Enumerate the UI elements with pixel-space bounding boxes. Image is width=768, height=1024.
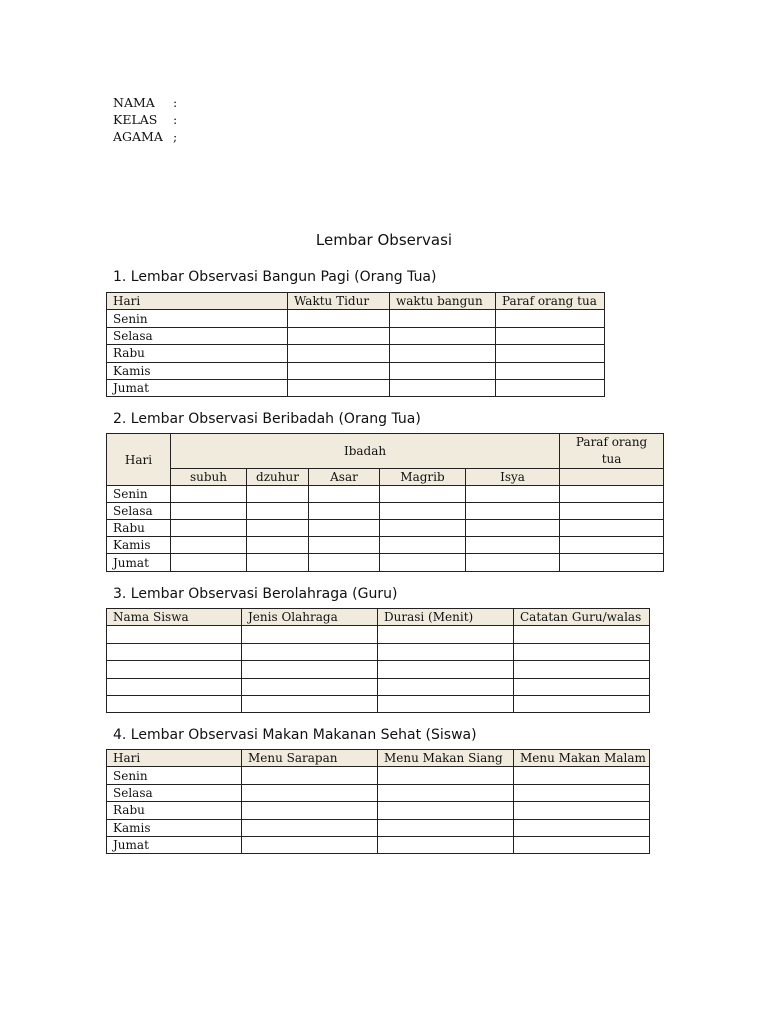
identity-separator: ;: [173, 129, 178, 144]
fill-cell[interactable]: [514, 819, 650, 836]
table-row: [107, 643, 650, 660]
column-header: Menu Sarapan: [242, 750, 378, 767]
fill-cell[interactable]: [378, 678, 514, 695]
table-berolahraga: [106, 608, 650, 713]
column-header: Jenis Olahraga: [242, 609, 378, 626]
fill-cell[interactable]: [242, 819, 378, 836]
table-bangun-pagi: [106, 292, 605, 397]
prayer-header: subuh: [171, 469, 247, 486]
fill-cell[interactable]: [378, 767, 514, 784]
prayer-header: dzuhur: [247, 469, 309, 486]
column-header: Hari: [107, 293, 288, 310]
table-header-row: [107, 609, 650, 626]
identity-label: AGAMA: [113, 129, 163, 144]
student-identity: [113, 94, 183, 145]
fill-cell[interactable]: [171, 554, 247, 571]
section-2-heading: 2. Lembar Observasi Beribadah (Orang Tua): [113, 411, 421, 427]
fill-cell[interactable]: [466, 520, 560, 537]
fill-cell[interactable]: [288, 327, 390, 344]
fill-cell[interactable]: [242, 661, 378, 678]
day-cell: Selasa: [107, 784, 242, 801]
table-row: [107, 661, 650, 678]
day-cell: Senin: [107, 767, 242, 784]
fill-cell[interactable]: [514, 802, 650, 819]
fill-cell[interactable]: [242, 836, 378, 853]
fill-cell[interactable]: [390, 345, 496, 362]
table-row: [107, 819, 650, 836]
fill-cell[interactable]: [560, 554, 664, 571]
fill-cell[interactable]: [380, 503, 466, 520]
identity-label: NAMA: [113, 95, 155, 110]
fill-cell[interactable]: [496, 379, 605, 396]
fill-cell[interactable]: [378, 836, 514, 853]
fill-cell[interactable]: [496, 310, 605, 327]
fill-cell[interactable]: [380, 537, 466, 554]
table-subheader-row: [107, 469, 664, 486]
table-beribadah: [106, 433, 664, 572]
column-header: Menu Makan Malam: [514, 750, 650, 767]
fill-cell[interactable]: [107, 661, 242, 678]
day-cell: Jumat: [107, 554, 171, 571]
fill-cell[interactable]: [514, 767, 650, 784]
day-cell: Kamis: [107, 537, 171, 554]
column-header: Nama Siswa: [107, 609, 242, 626]
table-row: [107, 554, 664, 571]
fill-cell[interactable]: [309, 486, 380, 503]
fill-cell[interactable]: [242, 784, 378, 801]
column-header: Menu Makan Siang: [378, 750, 514, 767]
prayer-header: Isya: [466, 469, 560, 486]
fill-cell[interactable]: [514, 678, 650, 695]
column-header: Catatan Guru/walas: [514, 609, 650, 626]
day-cell: Jumat: [107, 836, 242, 853]
identity-row-agama: [113, 128, 183, 145]
fill-cell[interactable]: [378, 695, 514, 712]
fill-cell[interactable]: [380, 520, 466, 537]
table-row: [107, 767, 650, 784]
table-row: [107, 695, 650, 712]
fill-cell[interactable]: [242, 643, 378, 660]
fill-cell[interactable]: [242, 695, 378, 712]
table-row: [107, 327, 605, 344]
table-row: [107, 802, 650, 819]
table-row: [107, 537, 664, 554]
day-cell: Kamis: [107, 362, 288, 379]
fill-cell[interactable]: [107, 626, 242, 643]
day-cell: Selasa: [107, 327, 288, 344]
fill-cell[interactable]: [466, 537, 560, 554]
fill-cell[interactable]: [242, 678, 378, 695]
table-row: [107, 379, 605, 396]
day-cell: Jumat: [107, 379, 288, 396]
table-row: [107, 486, 664, 503]
table-row: [107, 310, 605, 327]
fill-cell[interactable]: [514, 643, 650, 660]
fill-cell[interactable]: [496, 362, 605, 379]
fill-cell[interactable]: [466, 486, 560, 503]
prayer-header: Magrib: [380, 469, 466, 486]
fill-cell[interactable]: [242, 802, 378, 819]
fill-cell[interactable]: [171, 520, 247, 537]
table-row: [107, 678, 650, 695]
fill-cell[interactable]: [378, 661, 514, 678]
fill-cell[interactable]: [514, 626, 650, 643]
fill-cell[interactable]: [390, 379, 496, 396]
fill-cell[interactable]: [309, 503, 380, 520]
section-3-heading: 3. Lembar Observasi Berolahraga (Guru): [113, 586, 398, 602]
column-header: Paraf orang tua: [496, 293, 605, 310]
column-header-ibadah: Ibadah: [171, 434, 560, 469]
identity-row-nama: [113, 94, 183, 111]
fill-cell[interactable]: [378, 784, 514, 801]
fill-cell[interactable]: [514, 836, 650, 853]
table-row: [107, 836, 650, 853]
fill-cell[interactable]: [288, 362, 390, 379]
fill-cell[interactable]: [288, 310, 390, 327]
column-header-paraf: Paraf orang tua: [560, 434, 664, 469]
day-cell: Rabu: [107, 802, 242, 819]
fill-cell[interactable]: [496, 327, 605, 344]
identity-separator: :: [173, 112, 178, 127]
fill-cell[interactable]: [247, 554, 309, 571]
fill-cell[interactable]: [171, 486, 247, 503]
table-header-row: [107, 434, 664, 469]
fill-cell[interactable]: [247, 503, 309, 520]
empty-header-cell: [560, 469, 664, 486]
fill-cell[interactable]: [560, 486, 664, 503]
fill-cell[interactable]: [107, 678, 242, 695]
day-cell: Rabu: [107, 345, 288, 362]
table-makan-sehat: [106, 749, 650, 854]
fill-cell[interactable]: [242, 626, 378, 643]
fill-cell[interactable]: [560, 503, 664, 520]
column-header: Waktu Tidur: [288, 293, 390, 310]
fill-cell[interactable]: [107, 643, 242, 660]
fill-cell[interactable]: [247, 520, 309, 537]
day-cell: Senin: [107, 310, 288, 327]
table-row: [107, 362, 605, 379]
fill-cell[interactable]: [514, 661, 650, 678]
fill-cell[interactable]: [378, 802, 514, 819]
fill-cell[interactable]: [171, 537, 247, 554]
day-cell: Rabu: [107, 520, 171, 537]
fill-cell[interactable]: [288, 345, 390, 362]
fill-cell[interactable]: [380, 554, 466, 571]
fill-cell[interactable]: [380, 486, 466, 503]
table-header-row: [107, 293, 605, 310]
fill-cell[interactable]: [496, 345, 605, 362]
identity-separator: :: [173, 95, 178, 110]
table-row: [107, 784, 650, 801]
fill-cell[interactable]: [560, 537, 664, 554]
section-1-heading: 1. Lembar Observasi Bangun Pagi (Orang Tua): [113, 269, 437, 285]
fill-cell[interactable]: [390, 362, 496, 379]
fill-cell[interactable]: [309, 537, 380, 554]
fill-cell[interactable]: [247, 486, 309, 503]
fill-cell[interactable]: [171, 503, 247, 520]
fill-cell[interactable]: [247, 537, 309, 554]
fill-cell[interactable]: [378, 626, 514, 643]
fill-cell[interactable]: [390, 310, 496, 327]
fill-cell[interactable]: [514, 784, 650, 801]
column-header-hari: Hari: [107, 434, 171, 486]
identity-row-kelas: [113, 111, 183, 128]
table-header-row: [107, 750, 650, 767]
document-title: Lembar Observasi: [315, 231, 453, 249]
fill-cell[interactable]: [560, 520, 664, 537]
table-row: [107, 345, 605, 362]
section-4-heading: 4. Lembar Observasi Makan Makanan Sehat (Siswa): [113, 727, 477, 743]
column-header: waktu bangun: [390, 293, 496, 310]
fill-cell[interactable]: [378, 819, 514, 836]
fill-cell[interactable]: [514, 695, 650, 712]
column-header: Durasi (Menit): [378, 609, 514, 626]
day-cell: Selasa: [107, 503, 171, 520]
day-cell: Senin: [107, 486, 171, 503]
identity-label: KELAS: [113, 112, 158, 127]
fill-cell[interactable]: [390, 327, 496, 344]
fill-cell[interactable]: [242, 767, 378, 784]
fill-cell[interactable]: [309, 520, 380, 537]
column-header: Hari: [107, 750, 242, 767]
fill-cell[interactable]: [466, 554, 560, 571]
fill-cell[interactable]: [466, 503, 560, 520]
fill-cell[interactable]: [378, 643, 514, 660]
day-cell: Kamis: [107, 819, 242, 836]
table-row: [107, 503, 664, 520]
fill-cell[interactable]: [309, 554, 380, 571]
fill-cell[interactable]: [288, 379, 390, 396]
fill-cell[interactable]: [107, 695, 242, 712]
table-row: [107, 626, 650, 643]
prayer-header: Asar: [309, 469, 380, 486]
table-row: [107, 520, 664, 537]
